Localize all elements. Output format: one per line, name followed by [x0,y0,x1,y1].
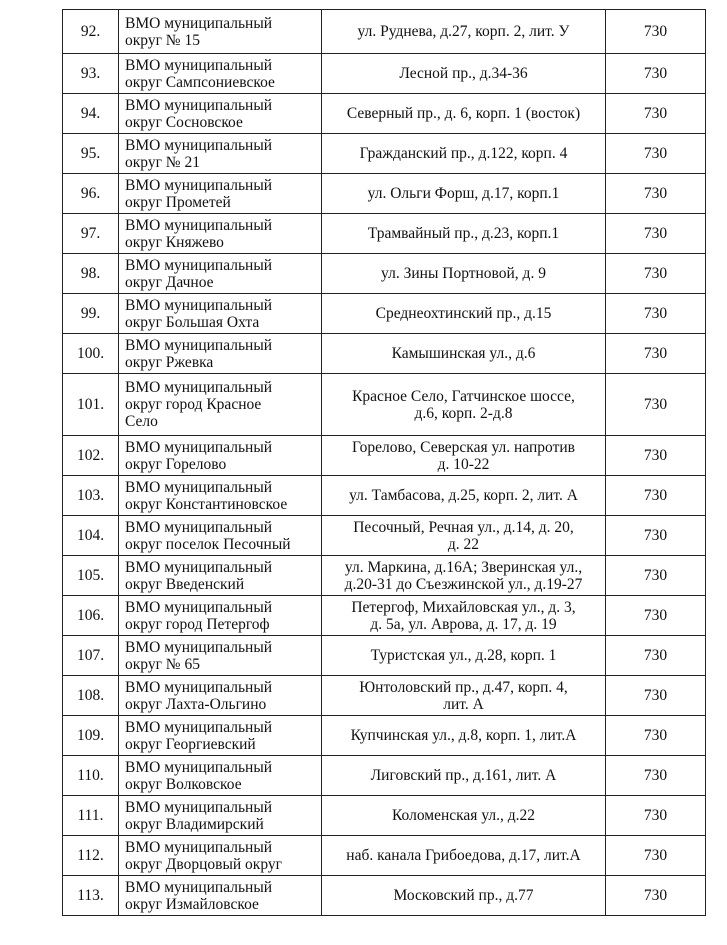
quantity-cell: 730 [606,476,706,516]
address-cell [322,134,606,174]
district-name-line: округ Дворцовый округ [125,855,282,873]
district-name-line: округ Большая Охта [125,313,260,331]
district-name-line: округ Дачное [125,273,214,291]
row-number: 94. [63,94,119,134]
row-number: 110. [63,756,119,796]
quantity-cell: 730 [606,516,706,556]
district-name-line: округ Лахта-Ольгино [125,695,267,713]
address-line: ул. Зины Портновой, д. 9 [381,265,546,282]
table-row [63,436,706,476]
address-cell [322,334,606,374]
district-name-line: ВМО муниципальный [125,838,273,856]
row-number: 103. [63,476,119,516]
address-line: Среднеохтинский пр., д.15 [375,305,552,322]
row-number: 106. [63,596,119,636]
row-number: 97. [63,214,119,254]
address-cell [322,596,606,636]
district-name-line: ВМО муниципальный [125,96,273,114]
address-cell [322,556,606,596]
district-name-line: округ Измайловское [125,895,259,913]
district-name-cell [119,294,322,334]
quantity-cell: 730 [606,294,706,334]
row-number: 99. [63,294,119,334]
row-number: 107. [63,636,119,676]
quantity-cell: 730 [606,596,706,636]
address-cell [322,676,606,716]
row-number: 95. [63,134,119,174]
address-line: Камышинская ул., д.6 [391,345,536,362]
district-name-line: округ Сампсониевское [125,73,275,91]
row-number: 111. [63,796,119,836]
district-name-line: округ № 15 [125,31,200,49]
quantity-cell: 730 [606,374,706,436]
district-name-cell [119,436,322,476]
table-row [63,174,706,214]
address-line: Петергоф, Михайловская ул., д. 3, [351,598,576,616]
quantity-cell: 730 [606,10,706,54]
quantity-cell: 730 [606,94,706,134]
district-name-line: ВМО муниципальный [125,56,273,74]
address-line: Московский пр., д.77 [393,887,534,904]
row-number: 102. [63,436,119,476]
address-line: Песочный, Речная ул., д.14, д. 20, [353,518,574,536]
district-name-line: ВМО муниципальный [125,136,273,154]
address-line: Северный пр., д. 6, корп. 1 (восток) [346,105,581,122]
district-name-line: ВМО муниципальный [125,478,273,496]
row-number: 101. [63,374,119,436]
quantity-cell: 730 [606,436,706,476]
district-name-cell [119,636,322,676]
district-name-line: ВМО муниципальный [125,379,273,396]
table-row [63,374,706,436]
address-cell [322,10,606,54]
address-cell [322,716,606,756]
table-row [63,134,706,174]
address-line: Купчинская ул., д.8, корп. 1, лит.А [350,727,577,744]
quantity-cell: 730 [606,756,706,796]
quantity-cell: 730 [606,134,706,174]
district-name-cell [119,54,322,94]
district-name-line: округ Ржевка [125,353,214,371]
quantity-cell: 730 [606,716,706,756]
district-name-cell [119,254,322,294]
address-line: д.20-31 до Съезжинской ул., д.19-27 [344,575,583,593]
table-row [63,836,706,876]
table-row [63,10,706,54]
address-line: Горелово, Северская ул. напротив [351,438,575,456]
table-row [63,876,706,916]
district-name-line: округ поселок Песочный [125,535,291,553]
address-cell [322,476,606,516]
district-name-line: ВМО муниципальный [125,14,273,32]
district-name-cell [119,10,322,54]
district-name-line: округ Волковское [125,775,242,793]
district-name-cell [119,476,322,516]
address-cell [322,436,606,476]
district-name-line: ВМО муниципальный [125,176,273,194]
row-number: 109. [63,716,119,756]
table-row [63,294,706,334]
address-cell [322,796,606,836]
table-row [63,254,706,294]
table-row [63,796,706,836]
district-name-cell [119,374,322,436]
address-cell [322,756,606,796]
district-name-line: округ Владимирский [125,815,264,833]
table-row [63,636,706,676]
address-line: Лиговский пр., д.161, лит. А [370,767,557,784]
quantity-cell: 730 [606,636,706,676]
district-name-line: округ Константиновское [125,495,288,513]
district-name-line: округ город Петергоф [125,615,270,633]
address-cell [322,374,606,436]
district-name-line: ВМО муниципальный [125,878,273,896]
district-name-cell [119,796,322,836]
address-cell [322,94,606,134]
quantity-cell: 730 [606,54,706,94]
district-name-cell [119,214,322,254]
district-name-line: округ № 21 [125,153,200,171]
row-number: 105. [63,556,119,596]
address-line: Юнтоловский пр., д.47, корп. 4, [359,678,568,696]
address-line: Красное Село, Гатчинское шоссе, [352,387,575,405]
address-line: Гражданский пр., д.122, корп. 4 [359,145,568,162]
table-row [63,94,706,134]
address-line: лит. А [443,695,484,713]
district-name-cell [119,516,322,556]
district-name-cell [119,756,322,796]
district-name-cell [119,876,322,916]
row-number: 93. [63,54,119,94]
row-number: 98. [63,254,119,294]
district-name-cell [119,836,322,876]
row-number: 104. [63,516,119,556]
quantity-cell: 730 [606,876,706,916]
district-name-line: округ Княжево [125,233,224,251]
district-name-cell [119,174,322,214]
table-row [63,596,706,636]
address-line: ул. Ольги Форш, д.17, корп.1 [367,185,560,202]
quantity-cell: 730 [606,334,706,374]
address-cell [322,254,606,294]
table-row [63,476,706,516]
row-number: 108. [63,676,119,716]
district-name-line: округ Сосновское [125,113,243,131]
district-name-line: округ город Красное [125,396,262,413]
quantity-cell: 730 [606,214,706,254]
district-name-cell [119,556,322,596]
district-name-cell [119,94,322,134]
district-name-line: округ Георгиевский [125,735,256,753]
district-name-line: ВМО муниципальный [125,558,273,576]
quantity-cell: 730 [606,836,706,876]
table-row [63,716,706,756]
district-name-cell [119,676,322,716]
address-line: ул. Тамбасова, д.25, корп. 2, лит. А [349,487,578,504]
address-line: Трамвайный пр., д.23, корп.1 [367,225,560,242]
polling-stations-table [62,9,706,916]
table-row [63,214,706,254]
table-row [63,516,706,556]
address-line: ул. Маркина, д.16А; Зверинская ул., [344,558,583,576]
address-cell [322,636,606,676]
row-number: 96. [63,174,119,214]
district-name-line: ВМО муниципальный [125,518,273,536]
quantity-cell: 730 [606,676,706,716]
address-line: Туристская ул., д.28, корп. 1 [370,647,557,664]
row-number: 112. [63,836,119,876]
quantity-cell: 730 [606,174,706,214]
address-line: д. 5а, ул. Аврова, д. 17, д. 19 [370,615,557,633]
table-row [63,54,706,94]
address-cell [322,294,606,334]
district-name-line: ВМО муниципальный [125,438,273,456]
address-cell [322,836,606,876]
row-number: 113. [63,876,119,916]
address-line: д. 22 [447,535,480,553]
district-name-line: ВМО муниципальный [125,798,273,816]
district-name-line: Село [125,413,158,430]
row-number: 100. [63,334,119,374]
address-cell [322,876,606,916]
address-cell [322,214,606,254]
address-cell [322,174,606,214]
address-cell [322,54,606,94]
district-name-line: округ № 65 [125,655,200,673]
address-line: д.6, корп. 2-д.8 [414,404,513,422]
district-name-cell [119,334,322,374]
district-name-line: ВМО муниципальный [125,678,273,696]
district-name-line: ВМО муниципальный [125,296,273,314]
district-name-line: ВМО муниципальный [125,718,273,736]
address-cell [322,516,606,556]
address-line: Лесной пр., д.34-36 [399,65,528,82]
address-line: д. 10-22 [437,455,490,473]
district-name-cell [119,596,322,636]
table-row [63,756,706,796]
district-name-line: округ Введенский [125,575,245,593]
district-name-line: округ Горелово [125,455,227,473]
district-name-line: ВМО муниципальный [125,638,273,656]
quantity-cell: 730 [606,556,706,596]
table-row [63,556,706,596]
table-row [63,334,706,374]
district-name-line: ВМО муниципальный [125,336,273,354]
district-name-line: округ Прометей [125,193,231,211]
quantity-cell: 730 [606,796,706,836]
district-name-line: ВМО муниципальный [125,758,273,776]
row-number: 92. [63,10,119,54]
district-name-line: ВМО муниципальный [125,256,273,274]
district-name-line: ВМО муниципальный [125,216,273,234]
district-name-cell [119,134,322,174]
table-body [63,10,706,916]
quantity-cell: 730 [606,254,706,294]
district-name-line: ВМО муниципальный [125,598,273,616]
address-line: Коломенская ул., д.22 [391,807,536,824]
address-line: наб. канала Грибоедова, д.17, лит.А [346,847,581,864]
address-line: ул. Руднева, д.27, корп. 2, лит. У [357,23,570,40]
table-row [63,676,706,716]
district-name-cell [119,716,322,756]
